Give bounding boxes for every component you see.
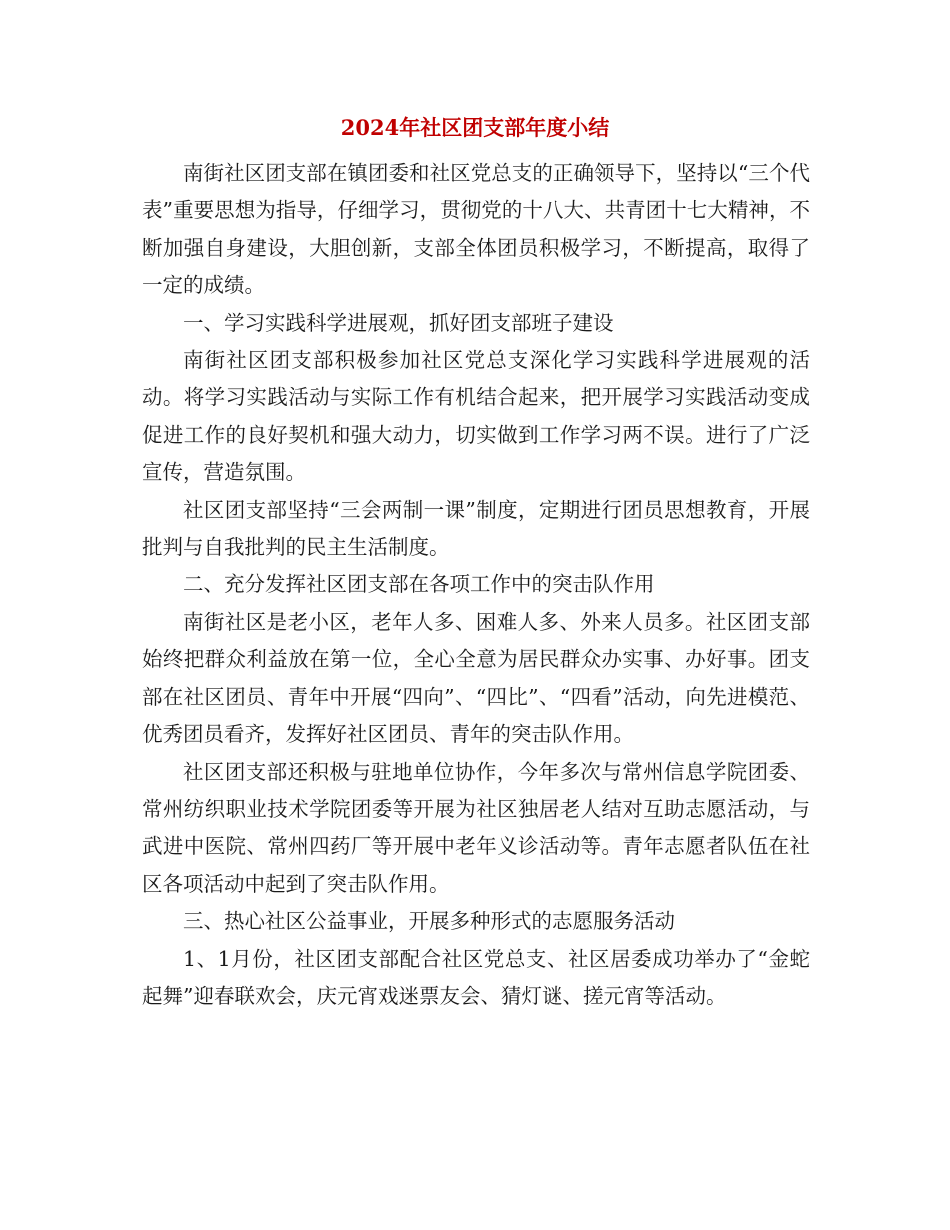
paragraph-2a: 南街社区是老小区，老年人多、困难人多、外来人员多。社区团支部始终把群众利益放在第一位，全心全意为居民群众办实事、办好事。团支部在社区团员、青年中开展“四向”、“四比”、“四看”活动，向先进模范、优秀团员看齐，发挥好社区团员、青年的突击队作用。 bbox=[142, 609, 810, 747]
section-heading-3: 三、热心社区公益事业，开展多种形式的志愿服务活动 bbox=[183, 909, 675, 934]
paragraph-3a: 1、1月份，社区团支部配合社区党总支、社区居委成功举办了“金蛇起舞”迎春联欢会，庆元宵戏迷票友会、猜灯谜、搓元宵等活动。 bbox=[142, 946, 810, 1008]
paragraph-1b: 社区团支部坚持“三会两制一课”制度，定期进行团员思想教育，开展批判与自我批判的民主生活制度。 bbox=[142, 497, 810, 560]
paragraph-1a: 南街社区团支部积极参加社区党总支深化学习实践科学进展观的活动。将学习实践活动与实际工作有机结合起来，把开展学习实践活动变成促进工作的良好契机和强大动力，切实做到工作学习两不误。进行了广泛宣传，营造氛围。 bbox=[142, 348, 810, 485]
paragraph-2b: 社区团支部还积极与驻地单位协作，今年多次与常州信息学院团委、常州纺织职业技术学院团委等开展为社区独居老人结对互助志愿活动，与武进中医院、常州四药厂等开展中老年义诊活动等。青年志愿者队伍在社区各项活动中起到了突击队作用。 bbox=[142, 759, 810, 896]
section-heading-1: 一、学习实践科学进展观，抓好团支部班子建设 bbox=[183, 310, 614, 335]
paragraph-intro: 南街社区团支部在镇团委和社区党总支的正确领导下，坚持以“三个代表”重要思想为指导，仔细学习，贯彻党的十八大、共青团十七大精神，不断加强自身建设，大胆创新，支部全体团员积极学习，不断提高，取得了一定的成绩。 bbox=[142, 161, 810, 298]
document-title: 2024年社区团支部年度小结 bbox=[340, 115, 610, 140]
document-body bbox=[142, 155, 810, 1015]
section-heading-2: 二、充分发挥社区团支部在各项工作中的突击队作用 bbox=[183, 572, 655, 597]
